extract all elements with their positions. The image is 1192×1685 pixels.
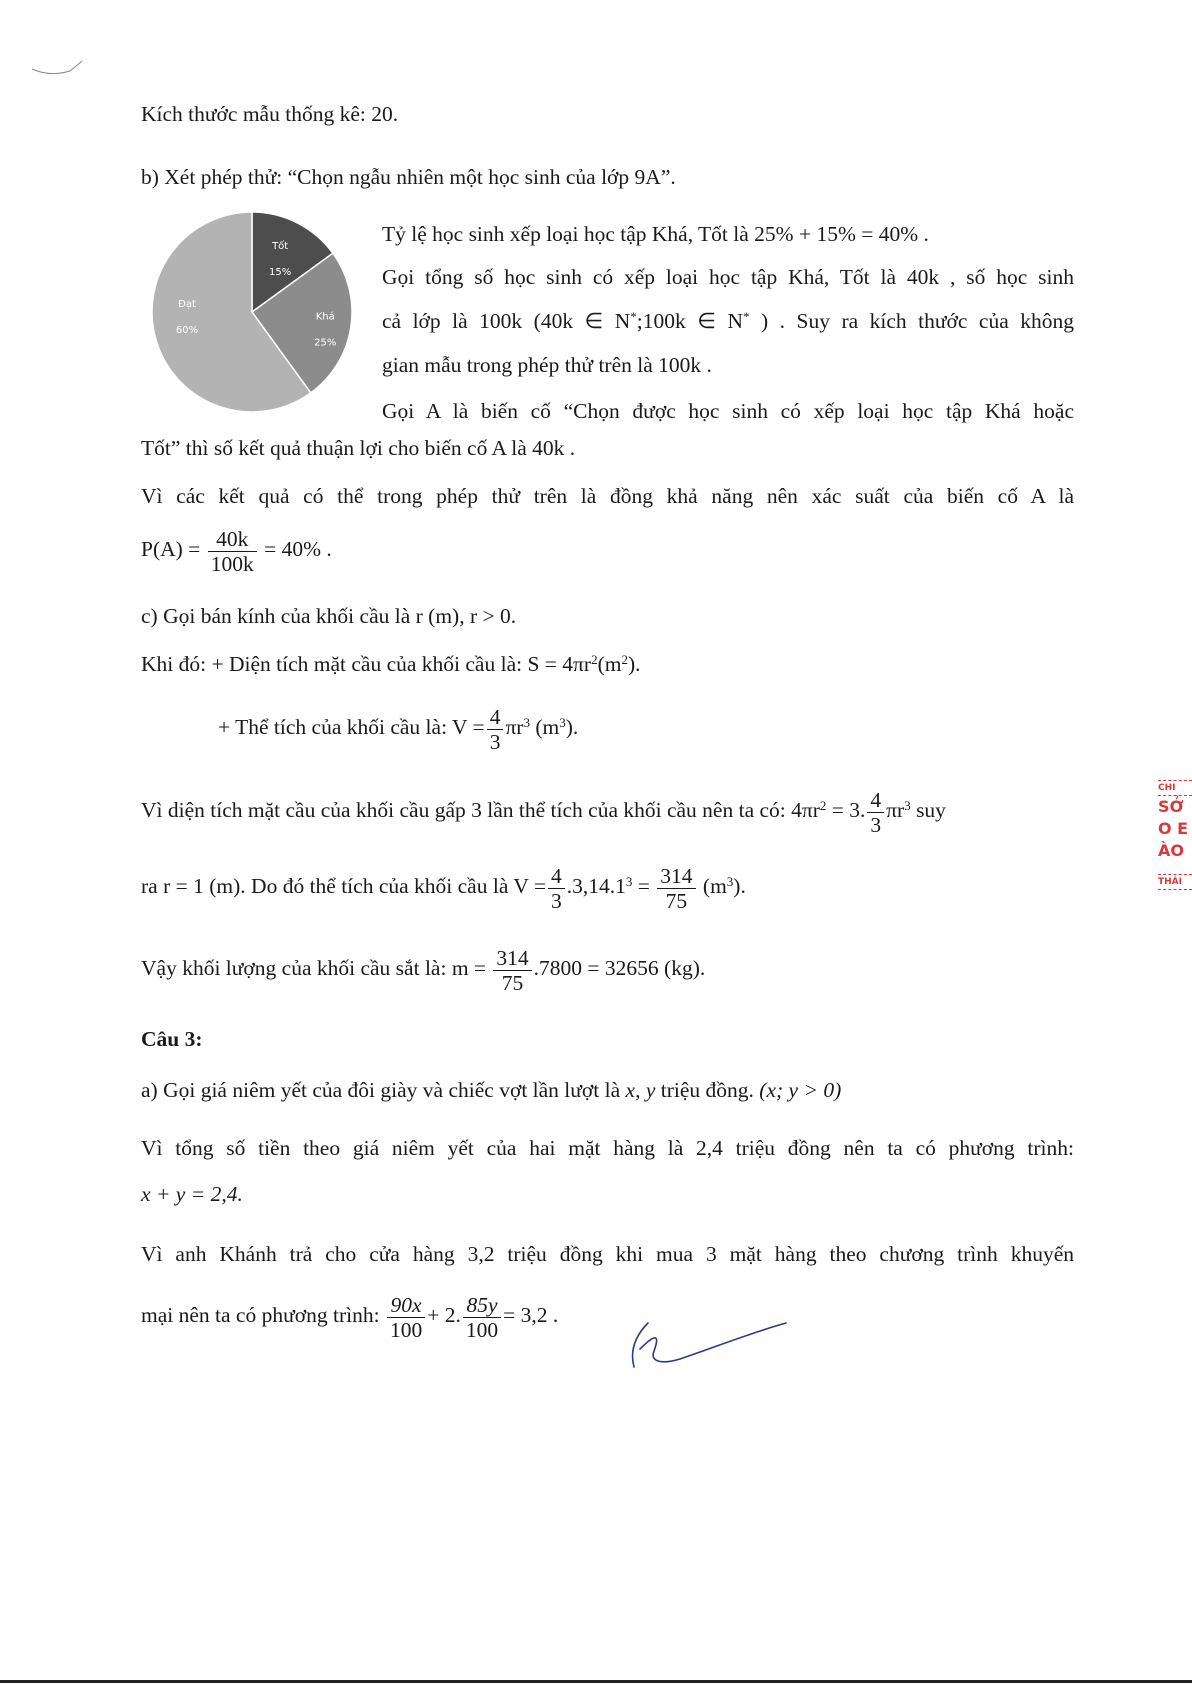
mass-line: Vậy khối lượng của khối cầu sắt là: m = $\frac{314}{75}$ .7800 = 32656 (kg). bbox=[141, 945, 706, 995]
pie-value-0: 15% bbox=[269, 266, 292, 278]
ratio-line: Tỷ lệ học sinh xếp loại học tập Khá, Tốt là 25% + 15% = 40% . bbox=[382, 222, 929, 246]
probability-formula: P(A) = $\frac{40k}{100k}$ = 40% . bbox=[141, 526, 332, 576]
red-stamp bbox=[1158, 780, 1192, 890]
part-c-line: c) Gọi bán kính của khối cầu là r (m), r > 0. bbox=[141, 604, 517, 628]
stamp-line-4: ÀO bbox=[1158, 841, 1184, 860]
call-total-line: Gọi tổng số học sinh có xếp loại học tập Khá, Tốt là 40k , số học sinh bbox=[382, 265, 1074, 289]
sample-size-line: Kích thước mẫu thống kê: 20. bbox=[141, 102, 399, 126]
event-a-line: Gọi A là biến cố “Chọn được học sinh có xếp loại học tập Khá hoặc bbox=[382, 399, 1074, 423]
volume-line: + Thể tích của khối cầu là: V = $\frac{4}{3}$ $\pi r^3$ $(m^3)$. bbox=[218, 704, 579, 754]
pie-value-1: 25% bbox=[314, 337, 337, 349]
stamp-line-1: CHI bbox=[1158, 780, 1192, 796]
probability-fraction: $\frac{40k}{100k}$ bbox=[208, 527, 257, 576]
corner-mark bbox=[30, 55, 90, 85]
class-text: cả lớp là 100k bbox=[382, 309, 523, 333]
area-line: Khi đó: + Diện tích mặt cầu của khối cầu là: $S = 4\pi r^2(m^2)$. bbox=[141, 652, 641, 676]
pie-label-1: Khá bbox=[315, 311, 335, 323]
class-set-end: ) . Suy ra kích thước của không bbox=[761, 309, 1074, 333]
since-area-line: Vì diện tích mặt cầu của khối cầu gấp 3 lần thể tích của khối cầu nên ta có: $4\pi r^2 = 3$. $\frac{4}{3}$ $\pi r^3$ suy bbox=[141, 787, 946, 837]
stamp-line-5: THÁI bbox=[1158, 874, 1192, 890]
event-a-line-2: Tốt” thì số kết quả thuận lợi cho biến cố A là 40k . bbox=[141, 436, 576, 460]
signature bbox=[620, 1315, 790, 1375]
class-size-line bbox=[382, 308, 1074, 334]
total-price-line: Vì tổng số tiền theo giá niêm yết của hai mặt hàng là 2,4 triệu đồng nên ta có phương trình: bbox=[141, 1136, 1074, 1160]
part-3a-line: a) Gọi giá niêm yết của đôi giày và chiếc vợt lần lượt là x, y triệu đồng. (x; y > 0) bbox=[141, 1078, 842, 1102]
equation-1: x + y = 2,4. bbox=[141, 1182, 243, 1206]
khanh-line: Vì anh Khánh trả cho cửa hàng 3,2 triệu đồng khi mua 3 mặt hàng theo chương trình khuyến bbox=[141, 1242, 1074, 1266]
cau3-heading: Câu 3: bbox=[141, 1027, 203, 1051]
pie-label-0: Tốt bbox=[272, 240, 289, 252]
radius-line: ra r = 1 (m). Do đó thể tích của khối cầu là V = $\frac{4}{3}$ .3,14.1$^3$ = $\frac{314}{75}$ $(m^3)$. bbox=[141, 863, 746, 913]
pie-value-2: 60% bbox=[175, 325, 199, 337]
pie-chart bbox=[152, 212, 352, 412]
class-set: (40k ∈ N*;100k ∈ N* bbox=[533, 309, 750, 333]
stamp-line-3: O E bbox=[1158, 819, 1189, 838]
pie-label-2: Đạt bbox=[178, 299, 196, 311]
page-bottom-rule bbox=[0, 1680, 1192, 1683]
equal-chance-line: Vì các kết quả có thể trong phép thử trên là đồng khả năng nên xác suất của biến cố A là bbox=[141, 484, 1074, 508]
equation-2-line: mại nên ta có phương trình: $\frac{90x}{100}$ + 2. $\frac{85y}{100}$ = 3,2 . bbox=[141, 1292, 559, 1342]
stamp-line-2: SỞ bbox=[1158, 797, 1184, 816]
part-b-line: b) Xét phép thử: “Chọn ngẫu nhiên một học sinh của lớp 9A”. bbox=[141, 165, 676, 189]
sample-space-line: gian mẫu trong phép thử trên là 100k . bbox=[382, 353, 712, 377]
